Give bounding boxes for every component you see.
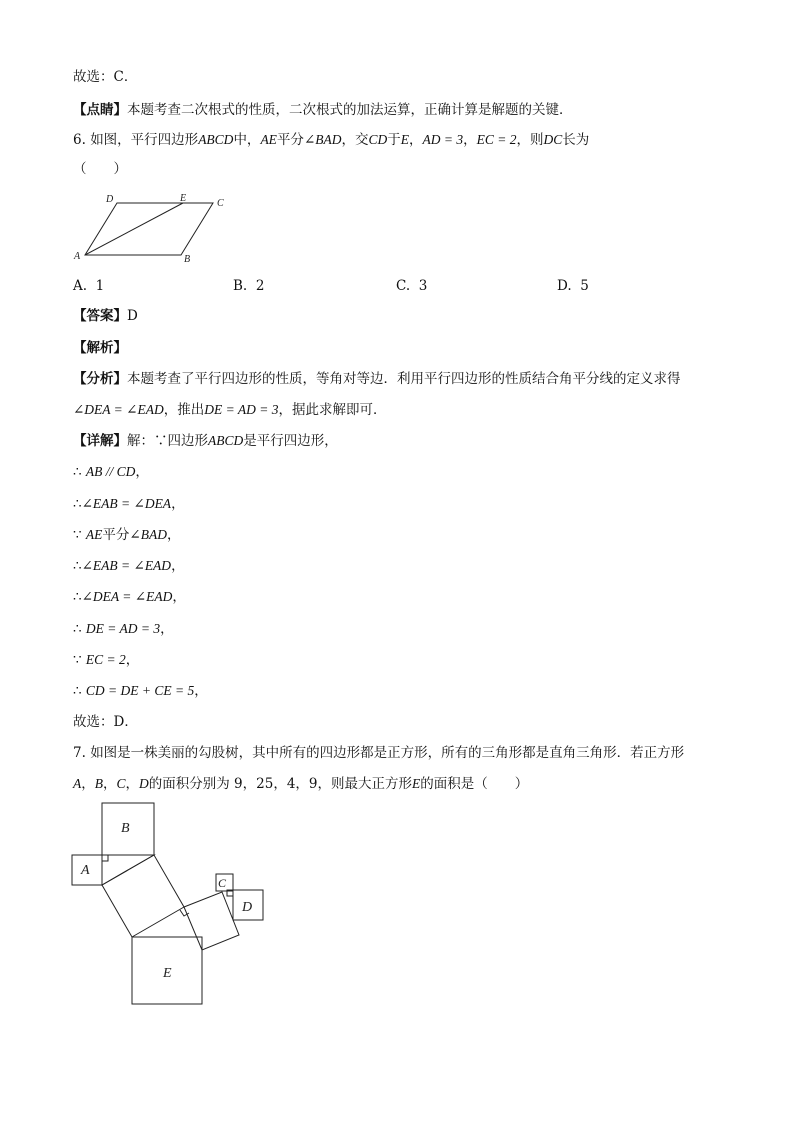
comment-tag: 【点睛】: [73, 102, 127, 118]
q6-stem-text: ，交: [341, 132, 369, 148]
q7-math: B: [94, 776, 103, 791]
q6-stem-text: 中，: [233, 132, 261, 148]
q7-sep: ，: [103, 776, 117, 792]
q6-stem-text: 平分: [276, 132, 304, 148]
square-left-middle: [102, 855, 184, 937]
label-d: D: [106, 194, 114, 205]
q7-math: D: [139, 776, 149, 791]
q6-math: AD = 3: [422, 132, 464, 147]
option-letter: B.: [233, 278, 248, 294]
detail-math: ABCD: [208, 433, 244, 448]
step-symbol: ∴: [73, 621, 86, 637]
step-text: 平分: [102, 527, 130, 543]
option-letter: A.: [73, 278, 88, 294]
fenxi-math: DE = AD = 3: [204, 402, 279, 417]
q7-sep: ，: [125, 776, 140, 792]
q6-math: E: [400, 132, 410, 147]
option-value: 1: [95, 278, 105, 294]
step-math: EC = 2: [85, 652, 126, 667]
q6-stem-text: 于: [387, 132, 401, 148]
step-symbol: ∵: [73, 527, 86, 543]
step-text: ，: [125, 652, 140, 668]
right-angle-mark-ab: [102, 855, 108, 861]
q6-math: CD: [368, 132, 388, 147]
step-symbol: ∵: [73, 652, 86, 668]
q7-stem-text: 如图是一株美丽的勾股树，其中所有的四边形都是正方形，所有的三角形都是直角三角形．若正方形: [90, 745, 685, 761]
detail-tag: 【详解】: [73, 433, 127, 449]
answer-tag: 【答案】: [73, 308, 127, 324]
q6-math: ∠BAD: [303, 132, 342, 147]
step-math: DE = AD = 3: [85, 621, 161, 636]
label-a: A: [74, 251, 81, 262]
option-letter: C.: [396, 278, 411, 294]
step-math: ∠BAD: [129, 527, 167, 542]
option-letter: D.: [557, 278, 572, 294]
q6-math: ABCD: [198, 132, 234, 147]
fenxi-tag: 【分析】: [73, 371, 127, 387]
label-b: B: [184, 254, 191, 265]
q7-stem-text: 的面积是（ ）: [420, 776, 529, 792]
comment-text: 本题考查二次根式的性质，二次根式的加法运算，正确计算是解题的关键．: [127, 102, 573, 118]
q7-stem-text: 的面积分别为 9，25，4，9，则最大正方形: [148, 776, 413, 792]
q6-final: 故选：D．: [73, 714, 138, 730]
label-c: C: [217, 198, 224, 209]
step-text: ，: [171, 558, 185, 574]
q6-number: 6.: [73, 132, 86, 148]
option-value: 2: [255, 278, 265, 294]
q6-math: DC: [543, 132, 563, 147]
answer-value: D: [127, 308, 138, 324]
fenxi-text: ，据此求解即可．: [278, 402, 387, 418]
step-math: ∠DEA = ∠EAD: [81, 589, 173, 604]
q6-paren: （ ）: [73, 161, 127, 177]
q5-answer-line: 故选：C．: [73, 69, 138, 85]
step-symbol: ∴: [73, 496, 82, 512]
fenxi-math: ∠DEA = ∠EAD: [73, 402, 164, 417]
step-symbol: ∴: [73, 589, 82, 605]
label-e: E: [163, 966, 172, 981]
q6-analysis-tag: 【解析】: [73, 340, 127, 356]
q6-math: AE: [260, 132, 277, 147]
label-b: B: [121, 821, 130, 836]
fenxi-text: 本题考查了平行四边形的性质，等角对等边．利用平行四边形的性质结合角平分线的定义求得: [127, 371, 681, 387]
q6-stem-text: ，则: [516, 132, 544, 148]
q6-stem-text: 如图，平行四边形: [90, 132, 199, 148]
q7-sep: ，: [81, 776, 95, 792]
q6-stem-text: ，: [463, 132, 477, 148]
q7-math: A: [73, 776, 82, 791]
label-e: E: [180, 193, 187, 204]
step-text: ，: [160, 621, 174, 637]
step-text: ，: [194, 683, 208, 699]
step-math: ∠EAB = ∠DEA: [81, 496, 172, 511]
step-text: ，: [166, 527, 181, 543]
step-text: ，: [135, 464, 149, 480]
q7-math: C: [116, 776, 126, 791]
q6-stem-text: 长为: [562, 132, 590, 148]
step-math: AB // CD: [85, 464, 136, 479]
step-math: AE: [85, 527, 103, 542]
label-a: A: [81, 863, 90, 878]
detail-text: 是平行四边形，: [243, 433, 338, 449]
step-math: ∠EAB = ∠EAD: [81, 558, 172, 573]
label-c: C: [218, 876, 227, 890]
step-symbol: ∴: [73, 683, 86, 699]
q7-math: E: [412, 776, 421, 791]
option-value: 5: [580, 278, 589, 294]
detail-text: 解：∵四边形: [127, 433, 208, 449]
step-symbol: ∴: [73, 464, 86, 480]
q7-number: 7.: [73, 745, 86, 761]
step-symbol: ∴: [73, 558, 82, 574]
q6-math: EC = 2: [476, 132, 517, 147]
step-math: CD = DE + CE = 5: [85, 683, 195, 698]
step-text: ，: [171, 496, 185, 512]
square-right-middle: [184, 892, 239, 950]
fenxi-text: ，推出: [163, 402, 205, 418]
q6-stem-text: ，: [409, 132, 423, 148]
label-d: D: [242, 900, 253, 915]
step-text: ，: [172, 589, 186, 605]
option-value: 3: [418, 278, 428, 294]
